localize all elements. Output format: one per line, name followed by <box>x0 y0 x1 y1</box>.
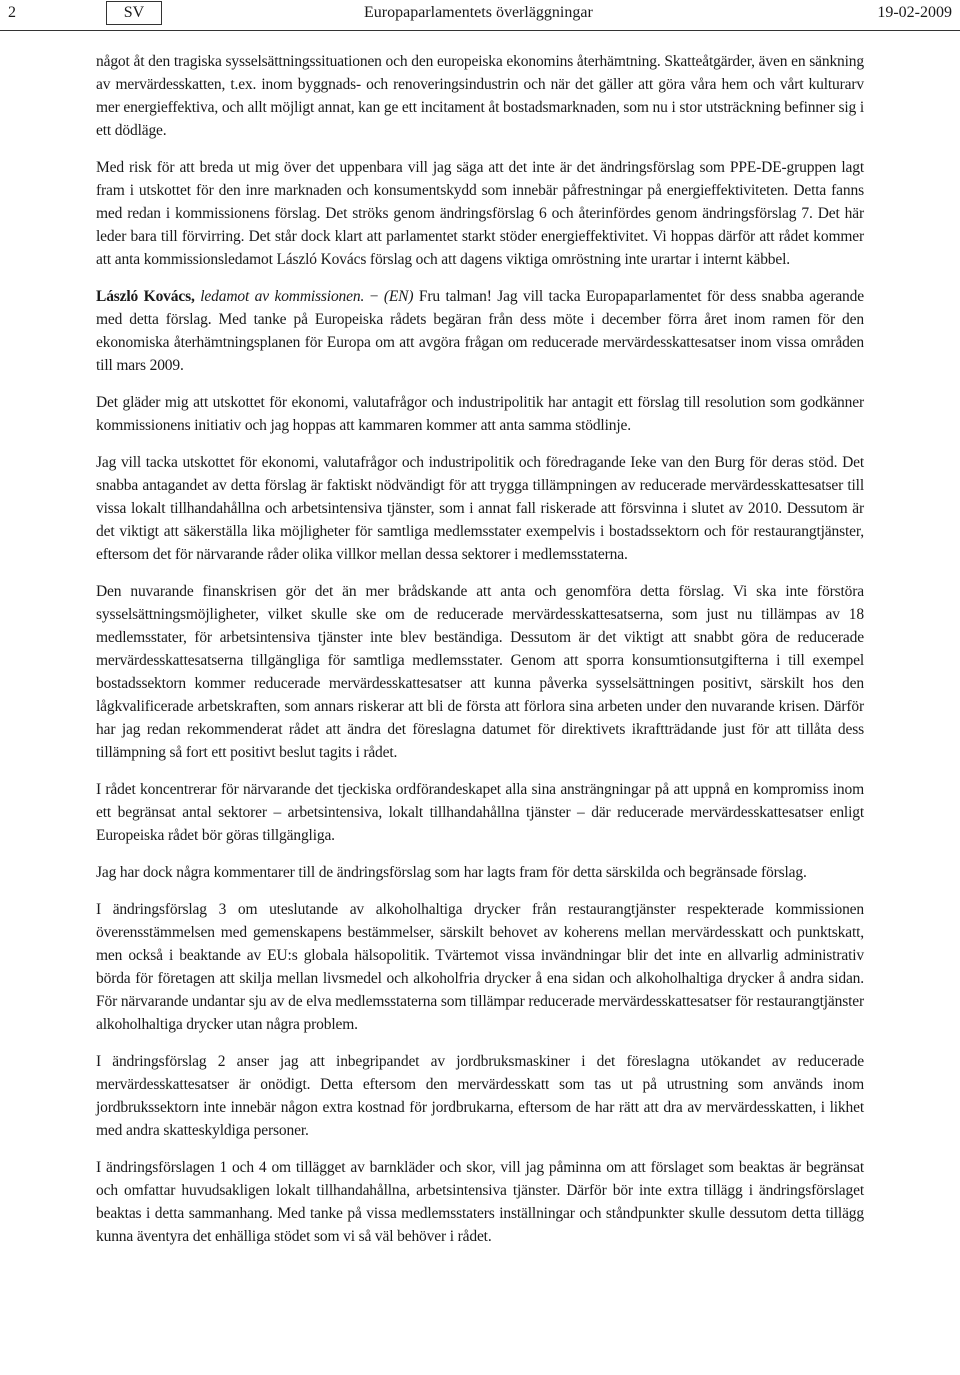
speaker-role: ledamot av kommissionen. <box>200 288 365 305</box>
page-number: 2 <box>8 4 16 21</box>
language-code-box: SV <box>106 1 162 25</box>
document-title: Europaparlamentets överläggningar <box>364 4 593 21</box>
page-header <box>0 0 960 31</box>
speech-language: (EN) <box>383 288 414 305</box>
paragraph-3 <box>96 285 864 377</box>
speech-text: Fru talman! Jag vill tacka Europaparlamentet för dess snabba agerande med detta förslag. Med tanke på Europeiska rådets begäran från dess möte i december förra året inom ramen för den ekonomiska återhämtningsplanen för Europa om att avgöra frågan om reducerade mervärdesskattesatser inom vissa områden till mars 2009. <box>96 288 864 374</box>
paragraph-4: Det gläder mig att utskottet för ekonomi, valutafrågor och industripolitik har antagit ett förslag till resolution som godkänner kommissionens initiativ och jag hoppas att kammaren kommer att anta samma stödlinje. <box>96 394 864 434</box>
speaker-name: László Kovács, <box>96 288 195 305</box>
document-date: 19-02-2009 <box>877 4 952 21</box>
paragraph-9: I ändringsförslag 3 om uteslutande av alkoholhaltiga drycker från restaurangtjänster respekterade kommissionen överensstämmelsen med gemenskapens bestämmelser, särskilt behovet av koherens mellan mervärdesskatt och punktskatt, men också i beaktande av EU:s globala hälsopolitik. Tvärtemot vissa invändningar blir det inte en allvarlig administrativ börda för företagen att skilja mellan livsmedel och alkoholfria drycker å ena sidan och alkoholhaltiga drycker å andra sidan. För närvarande undantar sju av de elva medlemsstaterna som tillämpar reducerade mervärdesskattesatser för restaurangtjänster alkoholhaltiga drycker utan några problem. <box>96 901 864 1033</box>
paragraph-1: något åt den tragiska sysselsättningssituationen och den europeiska ekonomins återhämtning. Skatteåtgärder, även en sänkning av mervärdesskatten, t.ex. inom byggnads- och renoveringsindustrin och när det gäller att göra våra hem och vårt kulturarv mer energieffektiva, och allt möjligt annat, kan ge ett incitament åt bostadsmarknaden, som nu i stor utsträckning befinner sig i ett dödläge. <box>96 53 864 139</box>
paragraph-5: Jag vill tacka utskottet för ekonomi, valutafrågor och industripolitik och föredragande Ieke van den Burg för deras stöd. Det snabba antagandet av detta förslag är faktiskt nödvändigt för att trygga tillämpningen av reducerade mervärdesskattesatser till vissa lokalt tillhandahållna och arbetsintensiva tjänster, som i annat fall riskerade att försvinna i slutet av 2010. Dessutom är det viktigt att säkerställa lika möjligheter för samtliga medlemsstater exempelvis i bostadssektorn och för restaurangtjänster, eftersom det för närvarande råder olika villkor mellan dessa sektorer i medlemsstaterna. <box>96 454 864 563</box>
paragraph-8: Jag har dock några kommentarer till de ändringsförslag som har lagts fram för detta särskilda och begränsade förslag. <box>96 864 807 881</box>
paragraph-10: I ändringsförslag 2 anser jag att inbegripandet av jordbruksmaskiner i det föreslagna utökandet av reducerade mervärdesskattesatser är onödigt. Detta eftersom den mervärdesskatt som tas ut på utrustning som används inom jordbrukssektorn inte innebär någon extra kostnad för jordbrukarna, eftersom de har rätt att dra av mervärdesskatten, i likhet med andra skatteskyldiga personer. <box>96 1053 864 1139</box>
speaker-dash: − <box>364 288 384 305</box>
document-body <box>96 50 864 1254</box>
paragraph-11: I ändringsförslagen 1 och 4 om tillägget av barnkläder och skor, vill jag påminna om att förslaget som beaktas är begränsat och omfattar huvudsakligen lokalt tillhandahållna, arbetsintensiva tjänster. Därför bör inte extra tillägg i ändringsförslaget beaktas i detta sammanhang. Med tanke på vissa medlemsstaters inställningar och ståndpunkter skulle dessutom detta tillägg kunna äventyra det enhälliga stödet som vi så väl behöver i rådet. <box>96 1159 864 1245</box>
paragraph-6: Den nuvarande finanskrisen gör det än mer brådskande att anta och genomföra detta förslag. Vi ska inte förstöra sysselsättningsmöjligheter, vilket skulle ske om de reducerade mervärdesskattesatserna, som just nu tillämpas av 18 medlemsstater, för arbetsintensiva tjänster inte blev beständiga. Dessutom är det viktigt att snabbt göra de reducerade mervärdesskattesatserna tillgängliga för samtliga medlemsstater. Genom att sporra konsumtionsutgifterna i till exempel bostadssektorn kommer reducerade mervärdesskattesatser att kunna påverka sysselsättningen positivt, särskilt hos den lågkvalificerade arbetskraften, som annars riskerar att bli de första att förlora sina arbeten under den nuvarande krisen. Därför har jag redan rekommenderat rådet att ändra det föreslagna datumet för direktivets ikraftträdande just för att tillåta dess tillämpning så fort ett positivt beslut tagits i rådet. <box>96 583 864 761</box>
paragraph-2: Med risk för att breda ut mig över det uppenbara vill jag säga att det inte är det ändringsförslag som PPE-DE-gruppen lagt fram i utskottet för den inre marknaden och konsumentskydd som innebär påfrestningar på energieffektiviteten. Detta fanns med redan i kommissionens förslag. Det ströks genom ändringsförslag 6 och återinfördes genom ändringsförslag 7. Det här leder bara till förvirring. Det står dock klart att parlamentet starkt stöder energieffektivitet. Vi hoppas därför att rådet kommer att anta kommissionsledamot László Kovács förslag och att dagens viktiga omröstning inte urartar i internt käbbel. <box>96 159 864 268</box>
paragraph-7: I rådet koncentrerar för närvarande det tjeckiska ordförandeskapet alla sina ansträngningar på att uppnå en kompromiss inom ett begränsat antal sektorer – arbetsintensiva, lokalt tillhandahållna tjänster – där reducerade mervärdesskattesatser enligt Europeiska rådet bör göras tillgängliga. <box>96 781 864 844</box>
